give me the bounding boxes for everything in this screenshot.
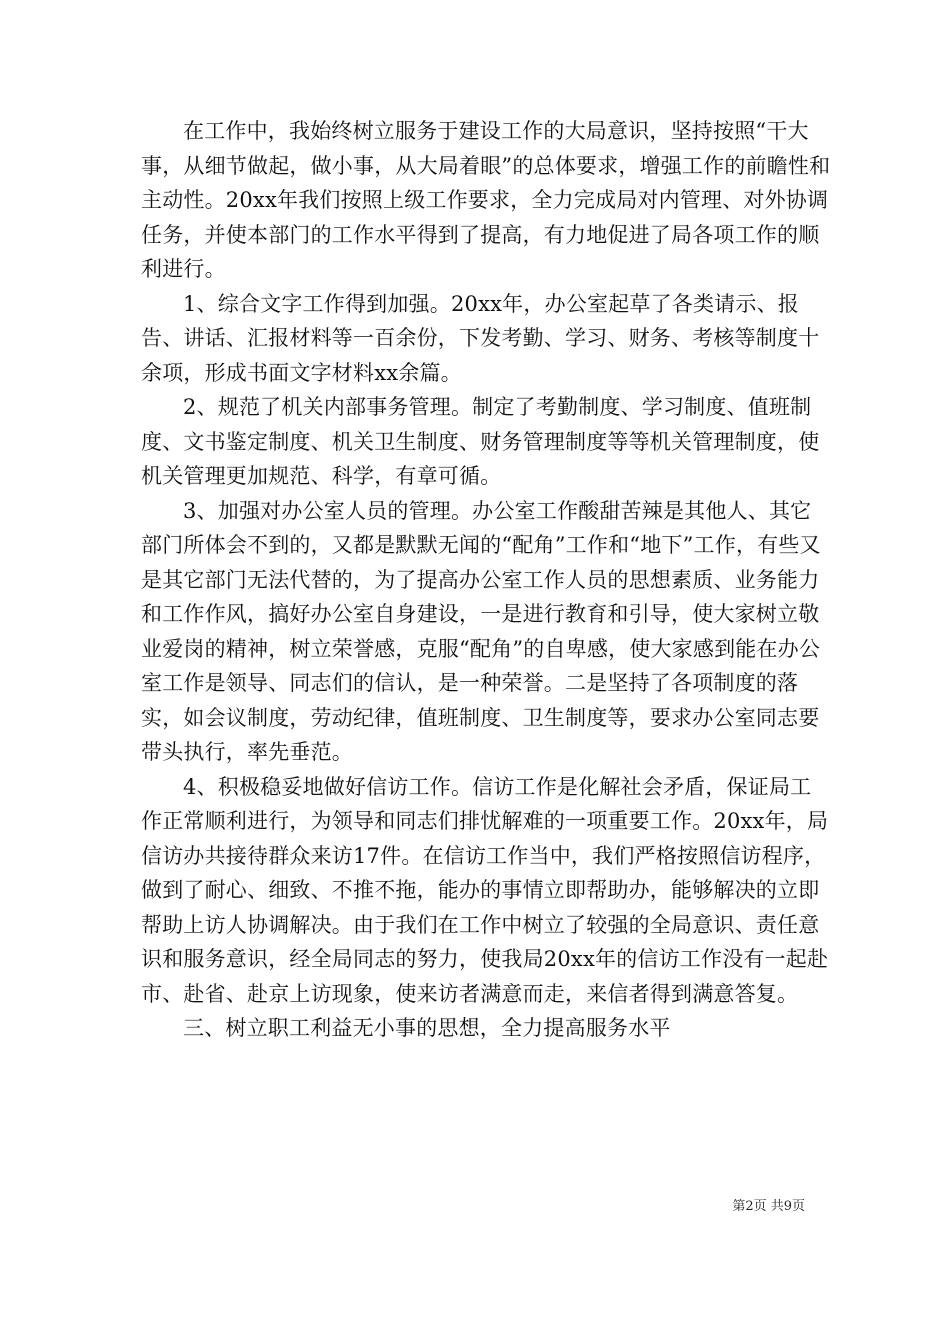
- document-body: [141, 114, 831, 1046]
- paragraph-item-1: 1、综合文字工作得到加强。20xx年，办公室起草了各类请示、报告、讲话、汇报材料等一百余份，下发考勤、学习、财务、考核等制度十余项，形成书面文字材料xx余篇。: [141, 291, 820, 385]
- section-heading-3: 三、树立职工利益无小事的思想，全力提高服务水平: [183, 1016, 671, 1040]
- paragraph-item-3: 3、加强对办公室人员的管理。办公室工作酸甜苦辣是其他人、其它部门所体会不到的，又都是默默无闻的“配角”工作和“地下”工作，有些又是其它部门无法代替的，为了提高办公室工作人员的思想素质、业务能力和工作作风，搞好办公室自身建设，一是进行教育和引导，使大家树立敬业爱岗的精神，树立荣誉感，克服“配角”的自卑感，使大家感到能在办公室工作是领导、同志们的信认，是一种荣誉。二是坚持了各项制度的落实，如会议制度，劳动纪律，值班制度、卫生制度等，要求办公室同志要带头执行，率先垂范。: [141, 498, 821, 764]
- paragraph-intro: 在工作中，我始终树立服务于建设工作的大局意识，坚持按照“干大事，从细节做起，做小事，从大局着眼”的总体要求，增强工作的前瞻性和主动性。20xx年我们按照上级工作要求，全力完成局对内管理、对外协调任务，并使本部门的工作水平得到了提高，有力地促进了局各项工作的顺利进行。: [141, 119, 831, 281]
- page-number-footer: 第2页 共9页: [732, 1199, 805, 1214]
- paragraph-item-2: 2、规范了机关内部事务管理。制定了考勤制度、学习制度、值班制度、文书鉴定制度、机关卫生制度、财务管理制度等等机关管理制度，使机关管理更加规范、科学，有章可循。: [141, 395, 820, 488]
- paragraph-item-4: 4、积极稳妥地做好信访工作。信访工作是化解社会矛盾，保证局工作正常顺利进行，为领导和同志们排忧解难的一项重要工作。20xx年，局信访办共接待群众来访17件。在信访工作当中，我们严格按照信访程序，做到了耐心、细致、不推不拖，能办的事情立即帮助办，能够解决的立即帮助上访人协调解决。由于我们在工作中树立了较强的全局意识、责任意识和服务意识，经全局同志的努力，使我局20xx年的信访工作没有一起赴市、赴省、赴京上访现象，使来访者满意而走，来信者得到满意答复。: [141, 774, 829, 1006]
